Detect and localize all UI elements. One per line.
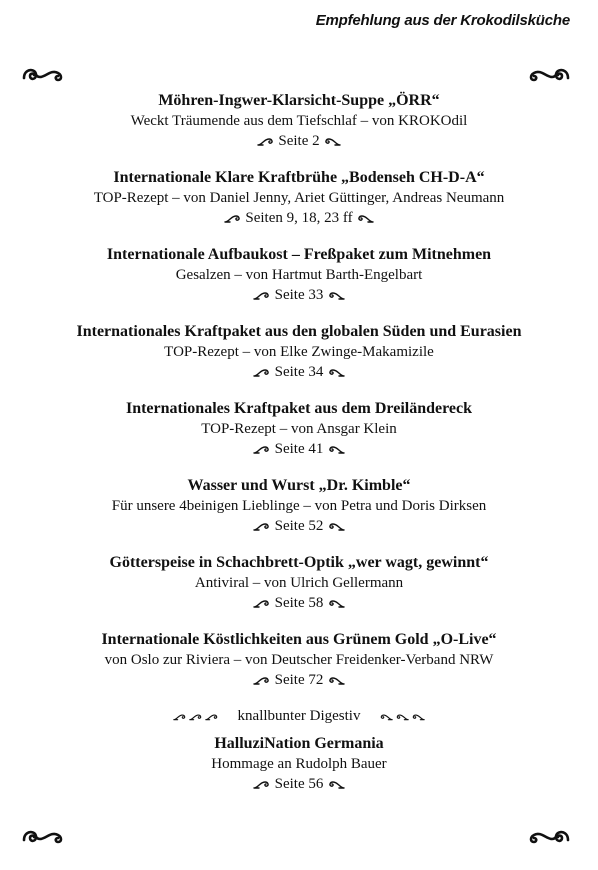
- entry-title: Götterspeise in Schachbrett-Optik „wer wagt, gewinnt“: [109, 554, 489, 571]
- entry-page: Seite 41: [274, 441, 324, 457]
- entry-title: Internationales Kraftpaket aus den globalen Süden und Eurasien: [76, 323, 522, 340]
- leaf-fleuron-icon: [253, 779, 271, 790]
- leaf-fleuron-group: [172, 707, 220, 727]
- entry-page-ref: [0, 774, 598, 794]
- leaf-fleuron-icon: [253, 521, 271, 532]
- leaf-fleuron-icon: [327, 290, 345, 301]
- entry-page: Seite 2: [278, 133, 320, 149]
- swirl-ornament-icon: [526, 64, 572, 86]
- recipe-entry: [0, 552, 598, 613]
- entry-page-ref: [0, 670, 598, 690]
- leaf-fleuron-icon: [323, 136, 341, 147]
- entry-page: Seite 33: [274, 287, 324, 303]
- leaf-fleuron-icon: [356, 213, 374, 224]
- leaf-fleuron-icon: [395, 712, 409, 722]
- entry-page: Seite 52: [274, 518, 324, 534]
- recipe-entry: [0, 90, 598, 151]
- leaf-fleuron-icon: [253, 598, 271, 609]
- entry-page: Seiten 9, 18, 23 ff: [245, 210, 353, 226]
- entry-subtitle: Gesalzen – von Hartmut Barth-Engelbart: [175, 267, 423, 283]
- leaf-fleuron-icon: [189, 712, 203, 722]
- recipe-entry: [0, 321, 598, 382]
- entry-subtitle: TOP-Rezept – von Elke Zwinge-Makamizile: [164, 344, 434, 360]
- leaf-fleuron-icon: [224, 213, 242, 224]
- recipe-entry: [0, 475, 598, 536]
- entry-page-ref: [0, 362, 598, 382]
- leaf-fleuron-icon: [253, 367, 271, 378]
- digestiv-label: knallbunter Digestiv: [237, 708, 361, 724]
- entry-title: Internationale Köstlichkeiten aus Grünem Gold „O-Live“: [101, 631, 497, 648]
- entry-page-ref: [0, 593, 598, 613]
- entry-title: Wasser und Wurst „Dr. Kimble“: [187, 477, 411, 494]
- entry-subtitle: Antiviral – von Ulrich Gellermann: [194, 575, 404, 591]
- leaf-fleuron-icon: [253, 290, 271, 301]
- page-header: Empfehlung aus der Krokodilsküche: [315, 12, 570, 29]
- leaf-fleuron-group: [378, 707, 426, 727]
- entry-subtitle: von Oslo zur Riviera – von Deutscher Freidenker-Verband NRW: [104, 652, 494, 668]
- entry-title: Internationale Aufbaukost – Freßpaket zum Mitnehmen: [106, 246, 492, 263]
- leaf-fleuron-icon: [257, 136, 275, 147]
- leaf-fleuron-icon: [411, 712, 425, 722]
- recipe-entry: [0, 398, 598, 459]
- leaf-fleuron-icon: [379, 712, 393, 722]
- entry-title: Internationales Kraftpaket aus dem Dreiländereck: [125, 400, 473, 417]
- recipe-entry: [0, 167, 598, 228]
- digestiv-divider: [0, 706, 598, 727]
- leaf-fleuron-icon: [173, 712, 187, 722]
- entry-subtitle: Hommage an Rudolph Bauer: [211, 755, 387, 772]
- swirl-ornament-icon: [526, 826, 572, 848]
- leaf-fleuron-icon: [327, 675, 345, 686]
- entry-page-ref: [0, 208, 598, 228]
- entry-page-ref: [0, 285, 598, 305]
- leaf-fleuron-icon: [205, 712, 219, 722]
- leaf-fleuron-icon: [327, 521, 345, 532]
- entry-page-ref: [0, 516, 598, 536]
- swirl-ornament-icon: [20, 64, 66, 86]
- leaf-fleuron-icon: [327, 779, 345, 790]
- entry-subtitle: TOP-Rezept – von Daniel Jenny, Ariet Güttinger, Andreas Neumann: [93, 190, 505, 206]
- digestiv-entry: [0, 733, 598, 794]
- recipe-list: [0, 90, 598, 810]
- recipe-entry: [0, 629, 598, 690]
- leaf-fleuron-icon: [253, 675, 271, 686]
- recipe-entry: [0, 244, 598, 305]
- entry-page: Seite 58: [274, 595, 324, 611]
- leaf-fleuron-icon: [253, 444, 271, 455]
- entry-subtitle: Weckt Träumende aus dem Tiefschlaf – von KROKOdil: [130, 113, 468, 129]
- entry-page-ref: [0, 439, 598, 459]
- entry-subtitle: Für unsere 4beinigen Lieblinge – von Petra und Doris Dirksen: [111, 498, 487, 514]
- swirl-ornament-icon: [20, 826, 66, 848]
- entry-title: HalluziNation Germania: [214, 734, 384, 752]
- entry-page: Seite 34: [274, 364, 324, 380]
- leaf-fleuron-icon: [327, 598, 345, 609]
- entry-title: Möhren-Ingwer-Klarsicht-Suppe „ÖRR“: [158, 92, 440, 109]
- entry-page: Seite 72: [274, 672, 324, 688]
- entry-title: Internationale Klare Kraftbrühe „Bodenseh CH-D-A“: [113, 169, 485, 186]
- entry-subtitle: TOP-Rezept – von Ansgar Klein: [201, 421, 397, 437]
- leaf-fleuron-icon: [327, 444, 345, 455]
- entry-page: Seite 56: [274, 775, 324, 792]
- leaf-fleuron-icon: [327, 367, 345, 378]
- entry-page-ref: [0, 131, 598, 151]
